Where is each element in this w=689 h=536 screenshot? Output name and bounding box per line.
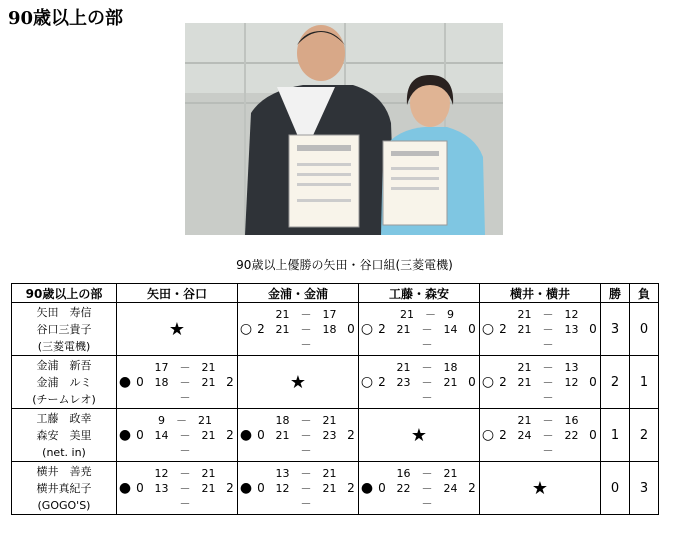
score-line: 21 － 18: [275, 322, 337, 336]
loss-count: 0: [630, 303, 659, 356]
win-count: 1: [601, 409, 630, 462]
match-scores: [268, 307, 344, 352]
score-line: －: [300, 337, 312, 351]
header-row: [12, 284, 659, 303]
score-line: 24 － 22: [517, 428, 579, 442]
player-cell: [12, 462, 117, 515]
winners-photo-graphic: [185, 23, 503, 235]
score-line: 21 － 13: [517, 360, 579, 374]
player-name: 金浦 ルミ: [36, 375, 92, 389]
loss-dot-icon: ●: [239, 427, 253, 443]
loss-count: 3: [630, 462, 659, 515]
games-lost: 2: [347, 428, 355, 442]
match-cell: [117, 409, 238, 462]
games-won: 2: [378, 322, 386, 336]
score-line: 22 － 24: [396, 481, 458, 495]
games-lost: 0: [589, 375, 597, 389]
loss-header: 負: [630, 284, 659, 303]
games-lost: 2: [226, 428, 234, 442]
games-won: 2: [499, 428, 507, 442]
star-icon: ★: [531, 477, 549, 499]
star-icon: ★: [168, 318, 186, 340]
column-header: 横井・横井: [480, 284, 601, 303]
match-cell: [117, 356, 238, 409]
games-won: 0: [136, 428, 144, 442]
corner-header: 90歳以上の部: [12, 284, 117, 303]
score-line: －: [300, 496, 312, 510]
self-match-cell: [238, 356, 359, 409]
self-match-cell: [117, 303, 238, 356]
score-line: 21 － 9: [400, 307, 454, 321]
score-line: 16 － 21: [396, 466, 458, 480]
player-cell: [12, 303, 117, 356]
games-won: 2: [257, 322, 265, 336]
table-row: [12, 356, 659, 409]
score-line: 21 － 12: [517, 375, 579, 389]
score-line: 17 － 21: [154, 360, 216, 374]
win-count: 0: [601, 462, 630, 515]
games-lost: 2: [468, 481, 476, 495]
games-lost: 0: [589, 322, 597, 336]
score-line: 18 － 21: [154, 375, 216, 389]
score-line: 12 － 21: [275, 481, 337, 495]
match-cell: [238, 462, 359, 515]
match-scores: [147, 360, 223, 405]
match-scores: [268, 466, 344, 511]
match-cell: [117, 462, 238, 515]
win-circle-icon: ○: [239, 321, 253, 337]
score-line: 12 － 21: [154, 466, 216, 480]
match-cell: [480, 356, 601, 409]
games-lost: 0: [347, 322, 355, 336]
loss-count: 1: [630, 356, 659, 409]
results-table: [11, 283, 659, 515]
score-line: －: [421, 390, 433, 404]
score-line: 21 － 17: [275, 307, 337, 321]
score-line: 13 － 21: [275, 466, 337, 480]
self-match-cell: [359, 409, 480, 462]
club-name: (チームレオ): [32, 392, 96, 406]
loss-count: 2: [630, 409, 659, 462]
score-line: 21 － 14: [396, 322, 458, 336]
match-scores: [510, 360, 586, 405]
photo-caption: 90歳以上優勝の矢田・谷口組(三菱電機): [236, 258, 453, 272]
score-line: －: [542, 337, 554, 351]
match-cell: [480, 303, 601, 356]
games-won: 0: [378, 481, 386, 495]
games-won: 2: [499, 375, 507, 389]
self-match-cell: [480, 462, 601, 515]
win-circle-icon: ○: [360, 321, 374, 337]
star-icon: ★: [410, 424, 428, 446]
player-name: 森安 美里: [36, 428, 92, 442]
score-line: 21 － 23: [275, 428, 337, 442]
player-name: 谷口三貴子: [36, 322, 92, 336]
win-circle-icon: ○: [481, 321, 495, 337]
games-lost: 0: [468, 375, 476, 389]
score-line: 21 － 13: [517, 322, 579, 336]
score-line: －: [542, 443, 554, 457]
score-line: 13 － 21: [154, 481, 216, 495]
player-name: 矢田 寿信: [36, 305, 92, 319]
games-lost: 2: [226, 481, 234, 495]
games-lost: 2: [347, 481, 355, 495]
club-name: (net. in): [42, 445, 86, 459]
win-count: 3: [601, 303, 630, 356]
games-won: 0: [136, 375, 144, 389]
score-line: 18 － 21: [275, 413, 337, 427]
score-line: 14 － 21: [154, 428, 216, 442]
win-count: 2: [601, 356, 630, 409]
match-cell: [238, 303, 359, 356]
win-circle-icon: ○: [360, 374, 374, 390]
table-row: [12, 303, 659, 356]
match-scores: [510, 307, 586, 352]
score-line: －: [179, 390, 191, 404]
match-scores: [268, 413, 344, 458]
score-line: 21 － 16: [517, 413, 579, 427]
column-header: 金浦・金浦: [238, 284, 359, 303]
winners-photo: [185, 23, 503, 235]
player-name: 工藤 政幸: [36, 411, 92, 425]
match-cell: [359, 356, 480, 409]
match-cell: [480, 409, 601, 462]
match-scores: [147, 413, 223, 458]
star-icon: ★: [289, 371, 307, 393]
loss-dot-icon: ●: [360, 480, 374, 496]
club-name: (三菱電機): [37, 339, 91, 353]
score-line: 21 － 18: [396, 360, 458, 374]
score-line: －: [421, 496, 433, 510]
club-name: (GOGO'S): [37, 498, 91, 512]
player-cell: [12, 409, 117, 462]
games-won: 0: [257, 481, 265, 495]
match-cell: [238, 409, 359, 462]
column-header: 矢田・谷口: [117, 284, 238, 303]
win-header: 勝: [601, 284, 630, 303]
match-cell: [359, 303, 480, 356]
table-row: [12, 462, 659, 515]
games-lost: 0: [468, 322, 476, 336]
loss-dot-icon: ●: [239, 480, 253, 496]
score-line: －: [179, 443, 191, 457]
score-line: －: [300, 443, 312, 457]
score-line: －: [421, 337, 433, 351]
games-won: 2: [499, 322, 507, 336]
match-scores: [389, 307, 465, 352]
player-name: 金浦 新吾: [36, 358, 92, 372]
column-header: 工藤・森安: [359, 284, 480, 303]
games-won: 0: [136, 481, 144, 495]
score-line: －: [179, 496, 191, 510]
games-won: 2: [378, 375, 386, 389]
loss-dot-icon: ●: [118, 427, 132, 443]
games-lost: 0: [589, 428, 597, 442]
match-scores: [510, 413, 586, 458]
score-line: 23 － 21: [396, 375, 458, 389]
player-name: 横井 善尭: [36, 464, 92, 478]
score-line: 21 － 12: [517, 307, 579, 321]
games-won: 0: [257, 428, 265, 442]
win-circle-icon: ○: [481, 374, 495, 390]
player-name: 横井真紀子: [36, 481, 92, 495]
match-cell: [359, 462, 480, 515]
match-scores: [389, 360, 465, 405]
score-line: －: [542, 390, 554, 404]
loss-dot-icon: ●: [118, 374, 132, 390]
match-scores: [147, 466, 223, 511]
match-scores: [389, 466, 465, 511]
loss-dot-icon: ●: [118, 480, 132, 496]
page-title: 90歳以上の部: [8, 8, 124, 29]
win-circle-icon: ○: [481, 427, 495, 443]
score-line: 9 － 21: [158, 413, 212, 427]
table-row: [12, 409, 659, 462]
games-lost: 2: [226, 375, 234, 389]
player-cell: [12, 356, 117, 409]
